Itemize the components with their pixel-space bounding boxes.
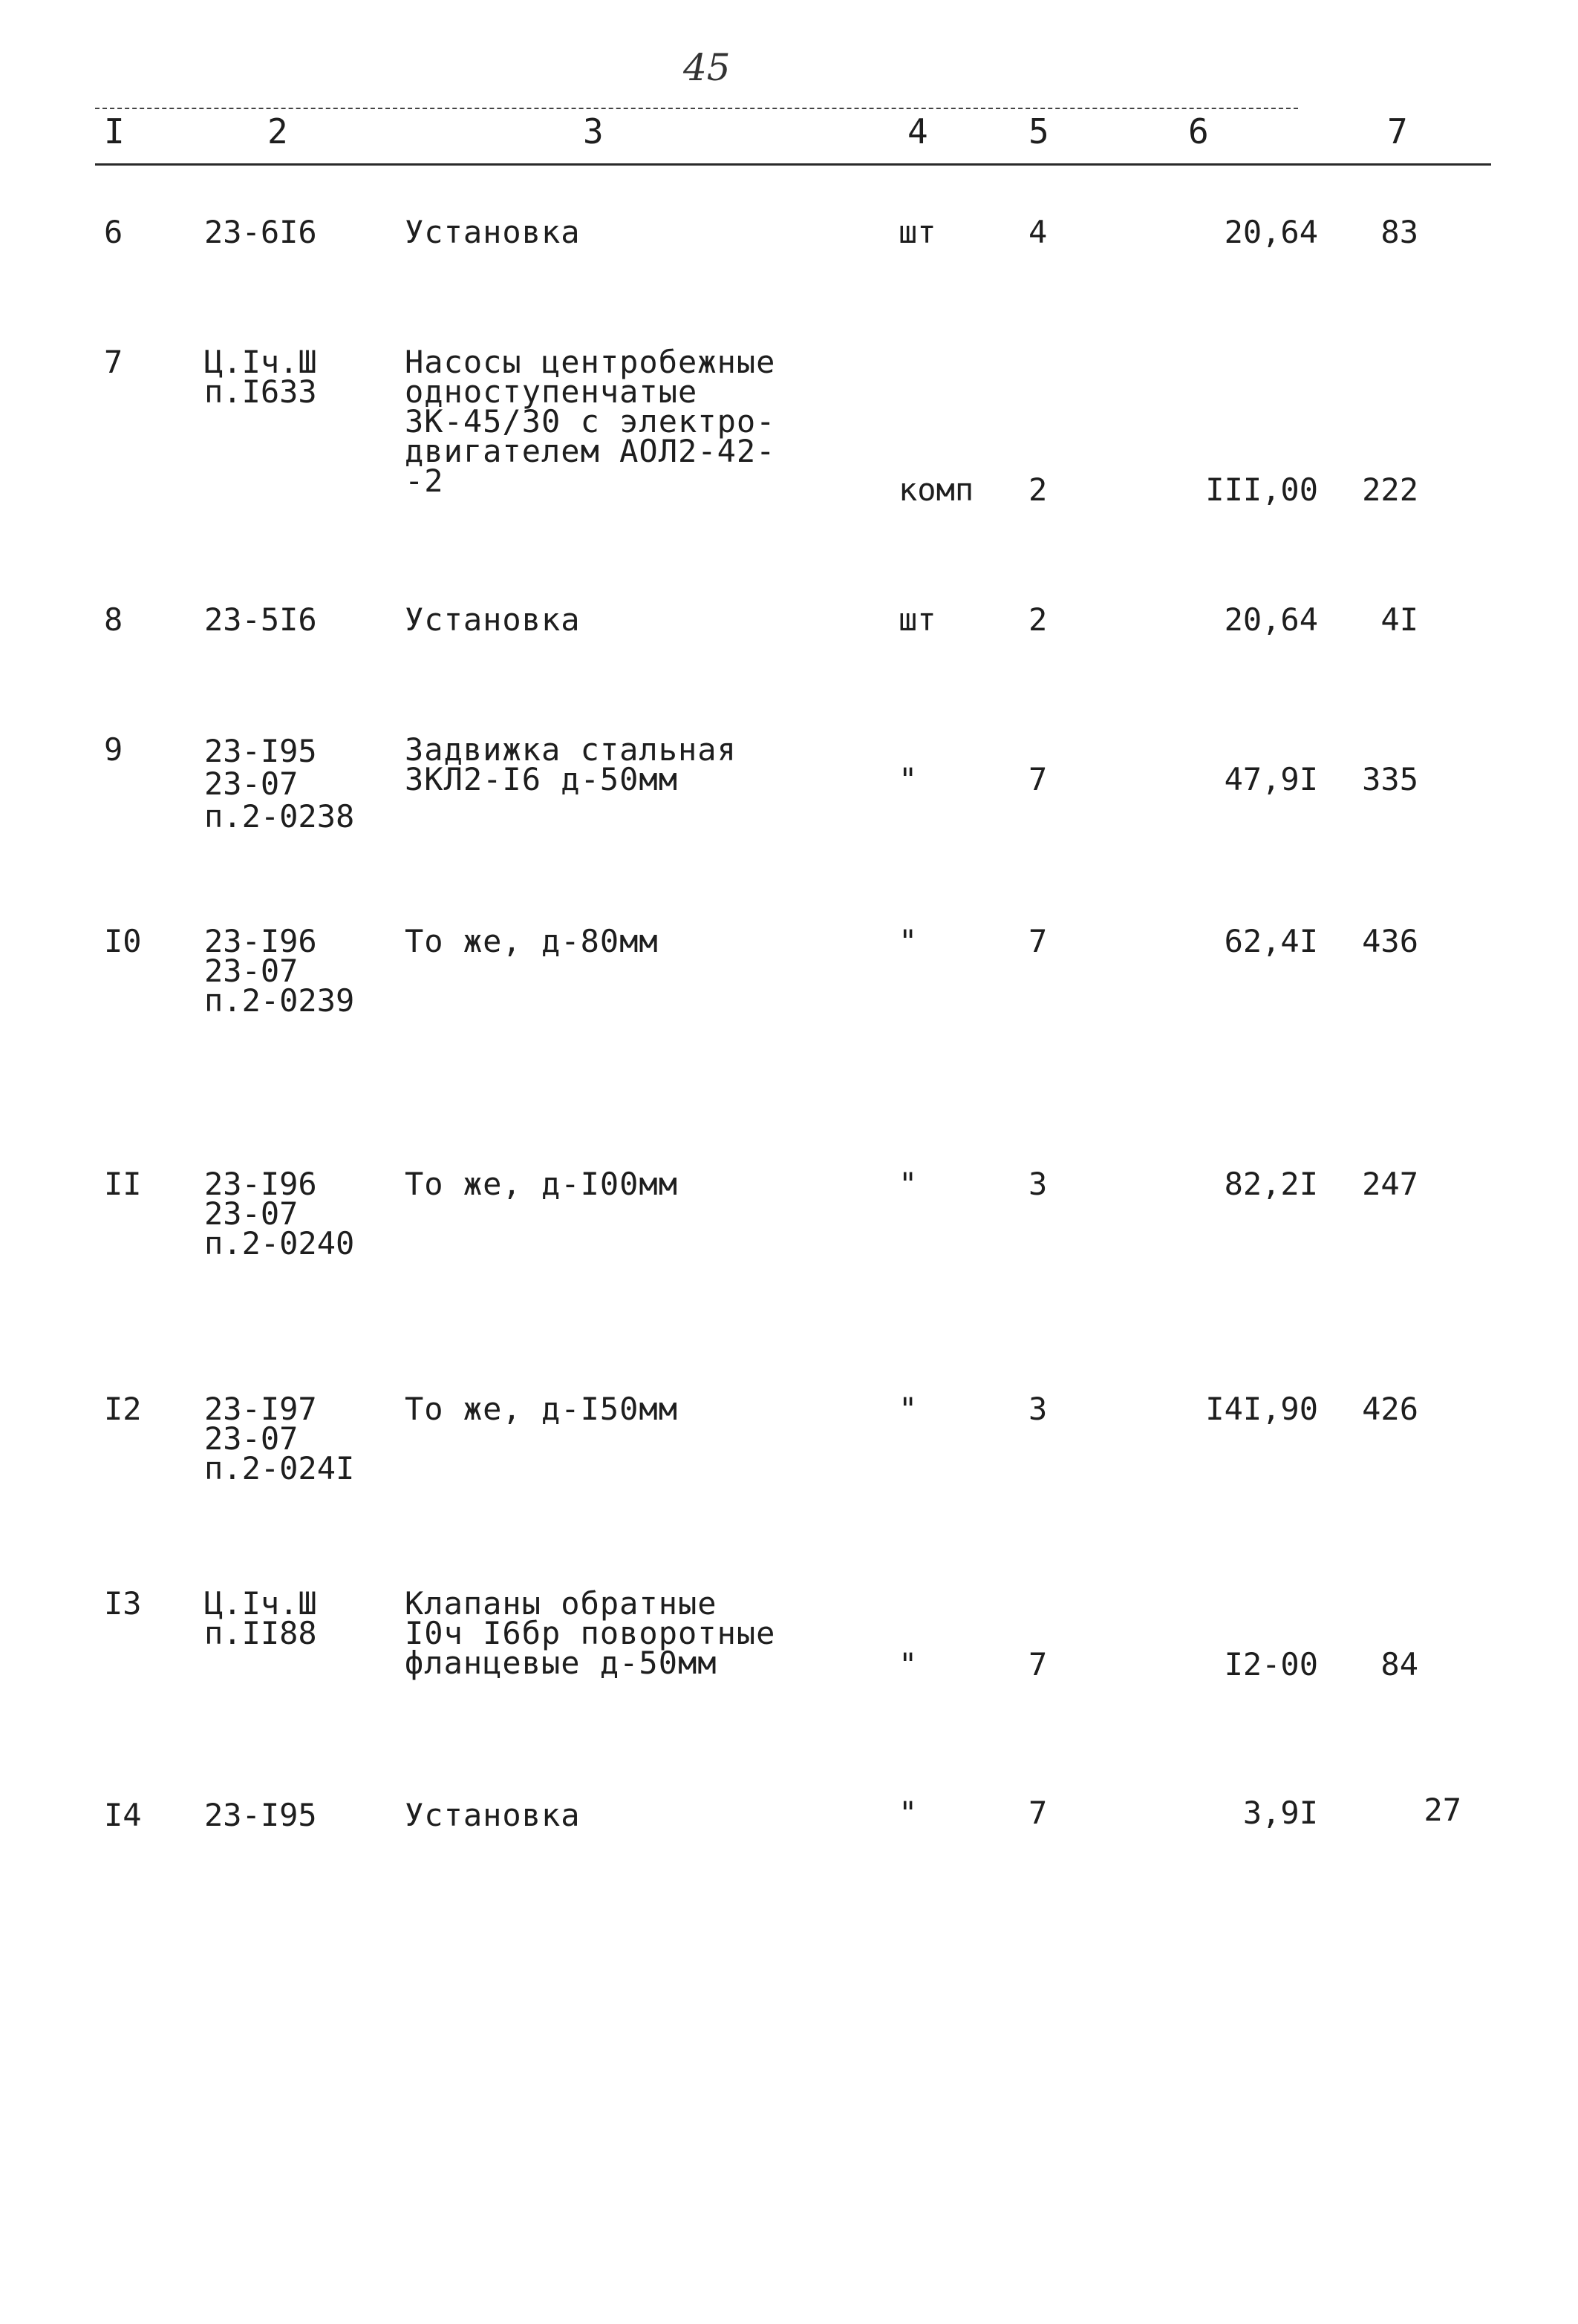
quantity: 7	[1028, 1646, 1048, 1682]
code: 23-I96 23-07 п.2-0240	[204, 1166, 355, 1261]
quantity: 4	[1028, 214, 1048, 250]
column-header-7: 7	[1387, 111, 1408, 151]
column-header-5: 5	[1028, 111, 1049, 151]
price: 82,2I	[1224, 1166, 1318, 1202]
quantity: 3	[1028, 1391, 1048, 1427]
code: 23-5I6	[204, 601, 317, 638]
price: 62,4I	[1224, 923, 1318, 959]
unit: "	[899, 1795, 918, 1831]
quantity: 2	[1028, 601, 1048, 638]
name: Установка	[405, 601, 581, 638]
unit: "	[899, 1646, 918, 1682]
name: Установка	[405, 1797, 581, 1833]
page-number: 45	[683, 46, 731, 89]
unit: "	[899, 1391, 918, 1427]
column-header-6: 6	[1188, 111, 1209, 151]
column-header-2: 2	[267, 111, 288, 151]
total: 247	[1362, 1166, 1418, 1202]
price: III,00	[1205, 471, 1318, 508]
unit: шт	[899, 214, 936, 250]
quantity: 7	[1028, 761, 1048, 797]
name: То же, д-I50мм	[405, 1391, 679, 1427]
total: 84	[1380, 1646, 1418, 1682]
row-number: 9	[104, 731, 123, 768]
column-header-4: 4	[907, 111, 928, 151]
column-header-3: 3	[583, 111, 604, 151]
code: 23-6I6	[204, 214, 317, 250]
row-number: I0	[104, 923, 142, 959]
unit: "	[899, 923, 918, 959]
name: Клапаны обратные I0ч I6бр поворотные фланцевые д-50мм	[405, 1585, 776, 1681]
price: 3,9I	[1242, 1795, 1318, 1831]
code: Ц.Iч.Ш п.II88	[204, 1585, 317, 1651]
quantity: 7	[1028, 1795, 1048, 1831]
total: 222	[1362, 471, 1418, 508]
code: 23-I96 23-07 п.2-0239	[204, 923, 355, 1019]
code: 23-I97 23-07 п.2-024I	[204, 1391, 355, 1486]
total: 335	[1362, 761, 1418, 797]
table-header-rule	[95, 163, 1491, 166]
row-number: I3	[104, 1585, 142, 1622]
quantity: 2	[1028, 471, 1048, 508]
unit: комп	[899, 471, 974, 508]
total: 426	[1362, 1391, 1418, 1427]
unit: "	[899, 761, 918, 797]
price: 20,64	[1224, 601, 1318, 638]
total: 4I	[1380, 601, 1418, 638]
price: 20,64	[1224, 214, 1318, 250]
name: То же, д-80мм	[405, 923, 659, 959]
price: 47,9I	[1224, 761, 1318, 797]
name: Насосы центробежные одноступенчатые 3К-45/30 с электро- двигателем АОЛ2-42- -2	[405, 344, 776, 499]
row-number: I2	[104, 1391, 142, 1427]
code: Ц.Iч.Ш п.I633	[204, 344, 317, 410]
row-number: 6	[104, 214, 123, 250]
code: 23-I95	[204, 1797, 317, 1833]
total: 83	[1380, 214, 1418, 250]
code: 23-I95 23-07 п.2-0238	[204, 733, 355, 835]
quantity: 7	[1028, 923, 1048, 959]
price: I4I,90	[1205, 1391, 1318, 1427]
row-number: I4	[104, 1797, 142, 1833]
name: То же, д-I00мм	[405, 1166, 679, 1202]
row-number: II	[104, 1166, 142, 1202]
row-number: 8	[104, 601, 123, 638]
quantity: 3	[1028, 1166, 1048, 1202]
price: I2-00	[1224, 1646, 1318, 1682]
column-header-1: I	[104, 111, 125, 151]
unit: "	[899, 1166, 918, 1202]
name: Задвижка стальная 3КЛ2-I6 д-50мм	[405, 731, 737, 797]
table-top-rule	[95, 108, 1298, 111]
total: 436	[1362, 923, 1418, 959]
row-number: 7	[104, 344, 123, 380]
total: 27	[1424, 1792, 1461, 1828]
name: Установка	[405, 214, 581, 250]
unit: шт	[899, 601, 936, 638]
